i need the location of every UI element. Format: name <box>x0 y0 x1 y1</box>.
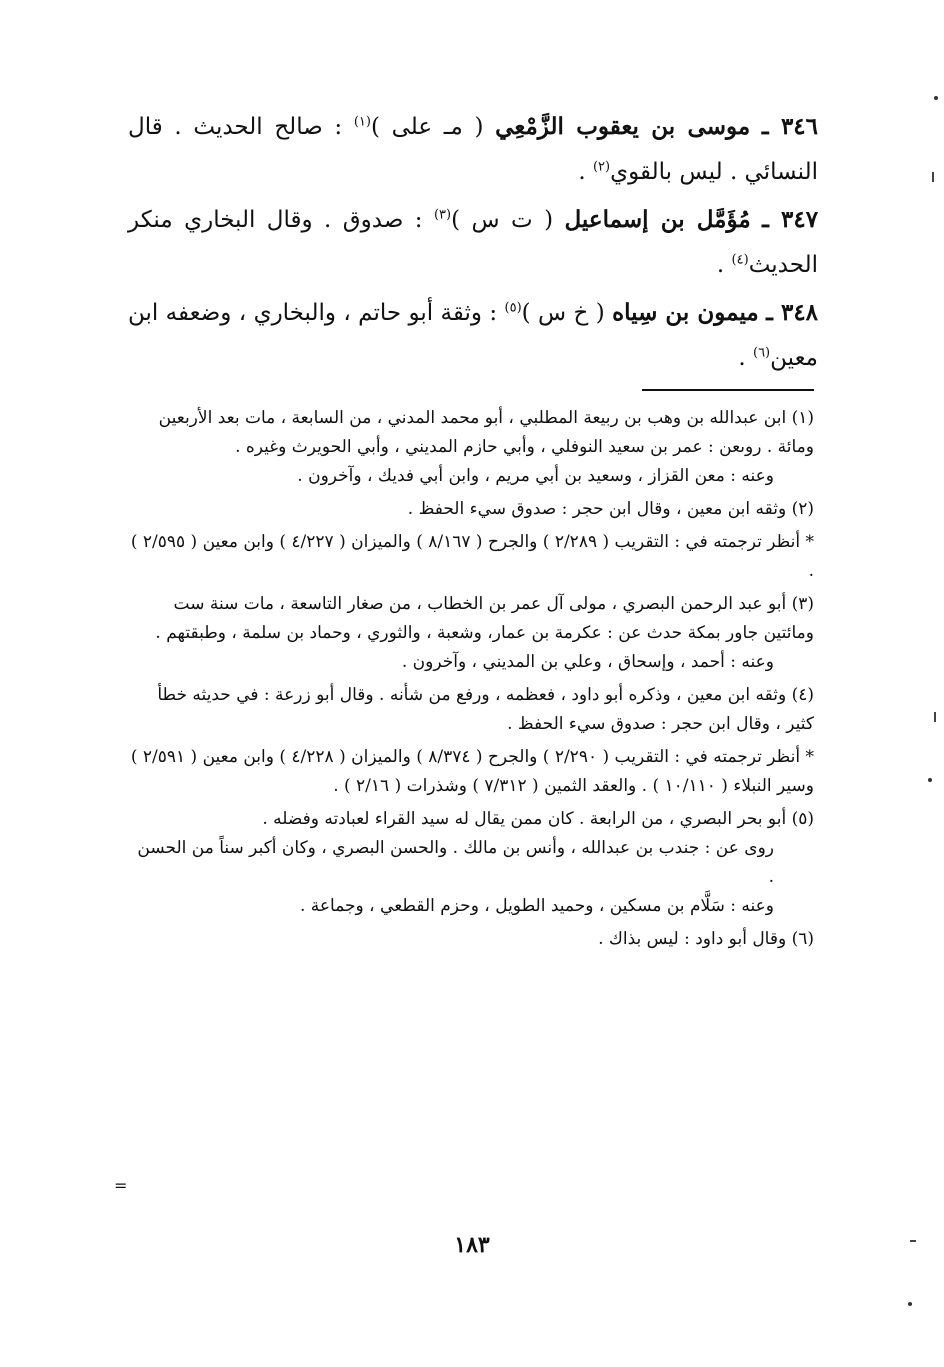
footnote-ref[interactable]: (٦) <box>752 345 771 361</box>
footnote-subtext: وعنه : سَلَّام بن مسكين ، وحميد الطويل ، وحزم القطعي ، وجماعة . <box>299 896 774 916</box>
footnote-text: (١) ابن عبدالله بن وهب بن ربيعة المطلبي ، أبو محمد المدني ، من السابعة ، مات بعد الأربعين ومائة . روىعن : عمر بن سعيد النوفلي ، وأبي حازم المديني ، وأبي الحويرث وغيره . <box>158 408 814 457</box>
footnote-subtext: وعنه : معن القزاز ، وسعيد بن أبي مريم ، وابن أبي فديك ، وآخرون . <box>297 466 774 486</box>
footnote-text: * أنظر ترجمته في : التقريب ( ٢/٢٨٩ ) والجرح ( ٨/١٦٧ ) والميزان ( ٤/٢٢٧ ) وابن معين ( ٢/٥٩٥ ) . <box>130 532 814 581</box>
entry-end: . <box>578 159 586 185</box>
footnote-text: * أنظر ترجمته في : التقريب ( ٢/٢٩٠ ) والجرح ( ٨/٣٧٤ ) والميزان ( ٤/٢٢٨ ) وابن معين ( ٢/٥٩١ ) وسير النبلاء ( ١٠/١١٠ ) . والعقد الثمين ( ٧/٣١٢ ) وشذرات ( ٢/١٦ ) . <box>130 747 814 796</box>
entry-text: : صدوق . وقال البخاري منكر الحديث <box>128 207 818 278</box>
entry-346 <box>128 104 818 195</box>
entry-text: : صالح الحديث . قال النسائي . ليس بالقوي <box>128 114 818 185</box>
footnote-ref[interactable]: (١) <box>353 114 371 130</box>
footnote-text: (٥) أبو بحر البصري ، من الرابعة . كان ممن يقال له سيد القراء لعبادته وفضله . <box>262 809 814 829</box>
scan-speck <box>934 96 938 100</box>
entry-end: . <box>716 252 725 278</box>
footnote-text: (٤) وثقه ابن معين ، وذكره أبو داود ، فعظمه ، ورفع من شأنه . وقال أبو زرعة : في حديثه خطأ كثير ، وقال ابن حجر : صدوق سيء الحفظ . <box>157 685 814 734</box>
footnote-text: (٦) وقال أبو داود : ليس بذاك . <box>598 929 814 949</box>
narrator-name: مُؤَمَّل بن إسماعيل <box>564 206 751 233</box>
page-number: ١٨٣ <box>454 1232 490 1258</box>
footnote-3 <box>128 590 814 677</box>
footnote-text: (٢) وثقه ابن معين ، وقال ابن حجر : صدوق سيء الحفظ . <box>407 499 814 519</box>
narrator-code: ( ت س ) <box>451 207 554 233</box>
entry-end: . <box>738 345 746 371</box>
entry-348 <box>128 290 818 381</box>
footnote-6 <box>128 925 814 954</box>
entry-number: ٣٤٧ ـ <box>762 206 819 233</box>
narrator-code: ( مـ على ) <box>370 114 484 140</box>
margin-mark: = <box>114 1176 128 1195</box>
entry-number: ٣٤٨ ـ <box>766 299 819 326</box>
footnotes <box>128 404 814 958</box>
scan-speck <box>908 1302 912 1306</box>
footnote-subtext: وعنه : أحمد ، وإسحاق ، وعلي بن المديني ، وآخرون . <box>401 652 774 672</box>
footnote-4 <box>128 681 814 739</box>
footnote-2 <box>128 495 814 524</box>
entry-text: : وثقة أبو حاتم ، والبخاري ، وضعفه ابن معين <box>128 300 818 371</box>
footnote-ref[interactable]: (٣) <box>433 207 452 223</box>
footnote-5 <box>128 805 814 921</box>
scan-mark <box>934 712 936 722</box>
narrator-name: ميمون بن سِياه <box>612 299 759 326</box>
entry-number: ٣٤٦ ـ <box>761 113 819 140</box>
footnote-ref[interactable]: (٢) <box>592 159 611 175</box>
narrator-name: موسى بن يعقوب الزَّمْعِي <box>495 113 751 140</box>
footnote-1 <box>128 404 814 491</box>
scan-speck <box>928 778 932 782</box>
footnote-4-refs <box>128 743 814 801</box>
narrator-code: ( خ س ) <box>521 300 605 326</box>
footnote-2-refs <box>128 528 814 586</box>
footnote-subtext: روى عن : جندب بن عبدالله ، وأنس بن مالك . والحسن البصري ، وكان أكبر سناً من الحسن . <box>137 838 774 887</box>
entry-347 <box>128 197 818 288</box>
scan-mark <box>910 1240 916 1242</box>
footnote-ref[interactable]: (٥) <box>504 300 522 316</box>
scan-mark <box>932 172 934 182</box>
footnote-separator <box>642 389 814 391</box>
narrator-entries <box>128 104 818 383</box>
footnote-ref[interactable]: (٤) <box>731 252 749 268</box>
footnote-text: (٣) أبو عبد الرحمن البصري ، مولى آل عمر بن الخطاب ، من صغار التاسعة ، مات سنة ست ومائتين جاور بمكة حدث عن : عكرمة بن عمار، وشعبة ، والثوري ، وحماد بن سلمة ، وطبقتهم . <box>155 594 814 643</box>
